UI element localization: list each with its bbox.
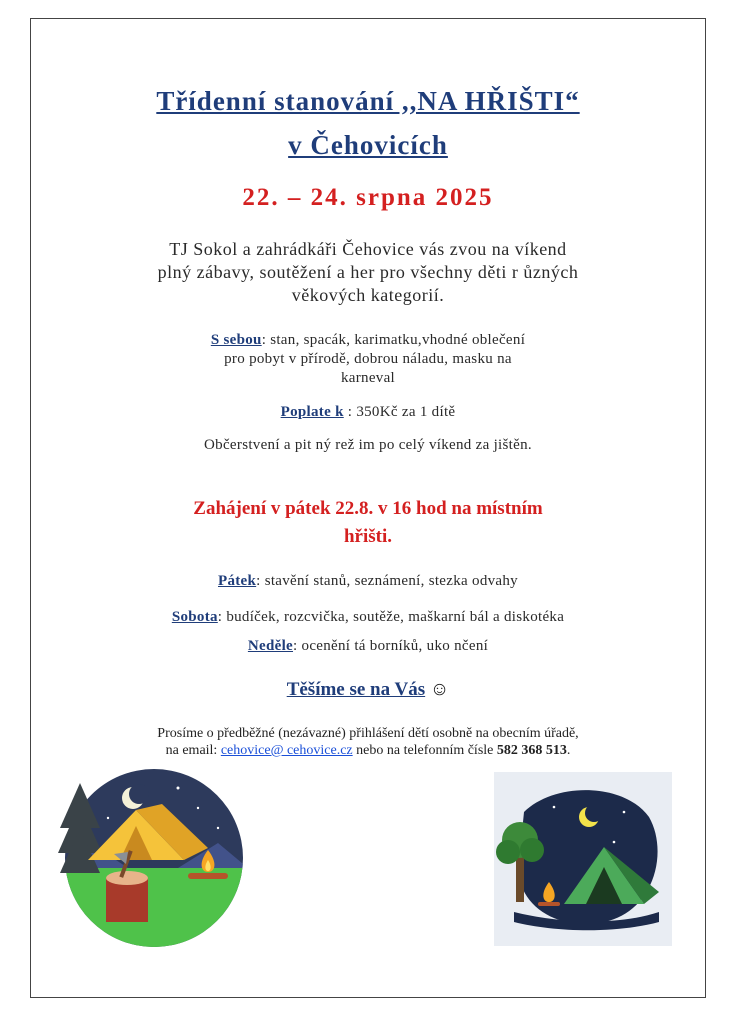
intro-line-2: plný zábavy, soutěžení a her pro všechny děti r ůzných <box>157 262 579 282</box>
saturday-label: Sobota <box>171 609 218 625</box>
title-line-2: v Čehovicích <box>288 130 448 160</box>
phone-number: 582 368 513 <box>496 743 567 758</box>
start-line-1: Zahájení v pátek 22.8. v 16 hod na místním <box>193 498 543 519</box>
bring-line-2: pro pobyt v přírodě, dobrou náladu, masku na <box>224 351 512 367</box>
contact-line-1: Prosíme o předběžné (nezávazné) přihlášení dětí osobně na obecním úřadě, <box>157 726 579 741</box>
contact-mid: nebo na telefonním čísle <box>352 743 497 758</box>
intro-text <box>0 238 736 307</box>
schedule-saturday <box>0 608 736 627</box>
title-line-1: Třídenní stanování ,,NA HŘIŠTI“ <box>156 86 580 116</box>
start-line-2: hřišti. <box>343 526 393 547</box>
fee-label: Poplate k <box>280 404 344 420</box>
email-link[interactable]: cehovice@ cehovice.cz <box>220 743 353 758</box>
closing-line <box>0 679 736 701</box>
contact-pre: na email: <box>165 743 221 758</box>
refreshment-text: Občerstvení a pit ný rež im po celý víkend za jištěn. <box>204 437 532 453</box>
friday-label: Pátek <box>218 573 257 589</box>
schedule-sunday <box>0 637 736 656</box>
friday-text: : stavění stanů, seznámení, stezka odvahy <box>256 573 518 589</box>
bring-section <box>0 331 736 388</box>
intro-line-3: věkových kategorií. <box>291 285 445 305</box>
camping-illustration-left <box>58 768 248 948</box>
closing-text: Těšíme se na Vás <box>286 679 426 700</box>
start-announcement <box>0 495 736 551</box>
sunday-text: : ocenění tá borníků, uko nčení <box>293 638 489 654</box>
camping-illustration-right <box>494 772 672 946</box>
fee-section <box>0 403 736 422</box>
schedule-friday <box>0 572 736 591</box>
contact-section <box>0 725 736 759</box>
smiley-icon: ☺ <box>429 679 450 700</box>
intro-line-1: TJ Sokol a zahrádkáři Čehovice vás zvou na víkend <box>169 239 567 259</box>
event-date: 22. – 24. srpna 2025 <box>242 184 494 211</box>
contact-end: . <box>566 743 571 758</box>
bring-text: : stan, spacák, karimatku,vhodné oblečení <box>261 332 526 348</box>
sunday-label: Neděle <box>247 638 294 654</box>
saturday-text: : budíček, rozcvička, soutěže, maškarní bál a diskotéka <box>217 609 565 625</box>
fee-text: : 350Kč za 1 dítě <box>343 404 456 420</box>
bring-label: S sebou <box>210 332 262 348</box>
bring-line-3: karneval <box>340 370 396 386</box>
